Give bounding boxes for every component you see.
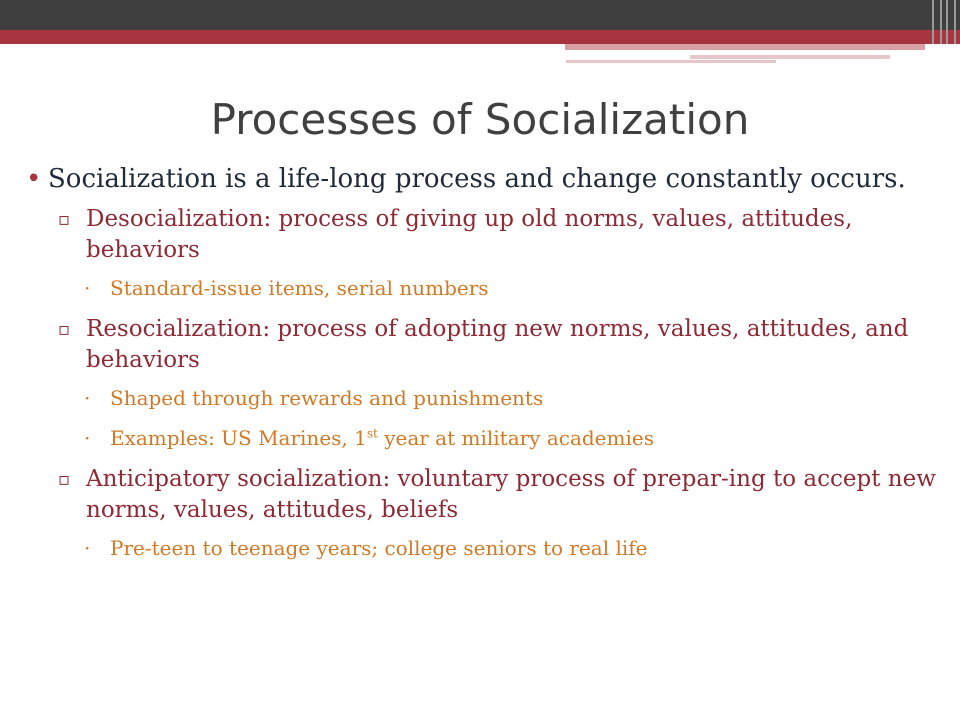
bullet-text: Pre-teen to teenage years; college seniors to real life [110, 536, 648, 560]
bullet-square-icon: ▫ [58, 209, 71, 230]
bullet-level3 [26, 384, 946, 412]
bullet-text-prefix: Examples: US Marines, 1 [110, 426, 367, 450]
bullet-square-icon: ▫ [58, 319, 71, 340]
ordinal-superscript: st [366, 426, 378, 441]
bullet-text-suffix: year at military academies [377, 426, 654, 450]
bullet-level3 [26, 534, 946, 562]
header-stripes [928, 0, 960, 44]
bullet-text: Resocialization: process of adopting new norms, values, attitudes, and behaviors [86, 316, 909, 373]
header-dark-bar [0, 0, 960, 30]
header-accent-bar [565, 44, 925, 50]
bullet-dot-icon: • [26, 164, 42, 194]
bullet-square-icon: ▫ [58, 469, 71, 490]
bullet-small-dot-icon: · [84, 536, 91, 560]
bullet-level2 [26, 314, 946, 376]
bullet-level2 [26, 464, 946, 526]
bullet-level1 [26, 160, 946, 198]
bullet-text: Desocialization: process of giving up old norms, values, attitudes, behaviors [86, 206, 853, 263]
bullet-small-dot-icon: · [84, 426, 91, 450]
bullet-small-dot-icon: · [84, 276, 91, 300]
bullet-text: Socialization is a life-long process and change constantly occurs. [48, 164, 906, 194]
bullet-level3 [26, 424, 946, 452]
header-red-bar [0, 30, 960, 44]
bullet-level3 [26, 274, 946, 302]
bullet-text: Anticipatory socialization: voluntary process of prepar-ing to accept new norms, values, attitudes, beliefs [86, 466, 936, 523]
header-accent-bar [566, 60, 776, 63]
slide-content [26, 160, 946, 574]
slide-title: Processes of Socialization [210, 95, 750, 144]
bullet-small-dot-icon: · [84, 386, 91, 410]
header-accent-bar [690, 55, 890, 59]
bullet-text: Standard-issue items, serial numbers [110, 276, 489, 300]
bullet-text: Shaped through rewards and punishments [110, 386, 544, 410]
bullet-level2 [26, 204, 946, 266]
